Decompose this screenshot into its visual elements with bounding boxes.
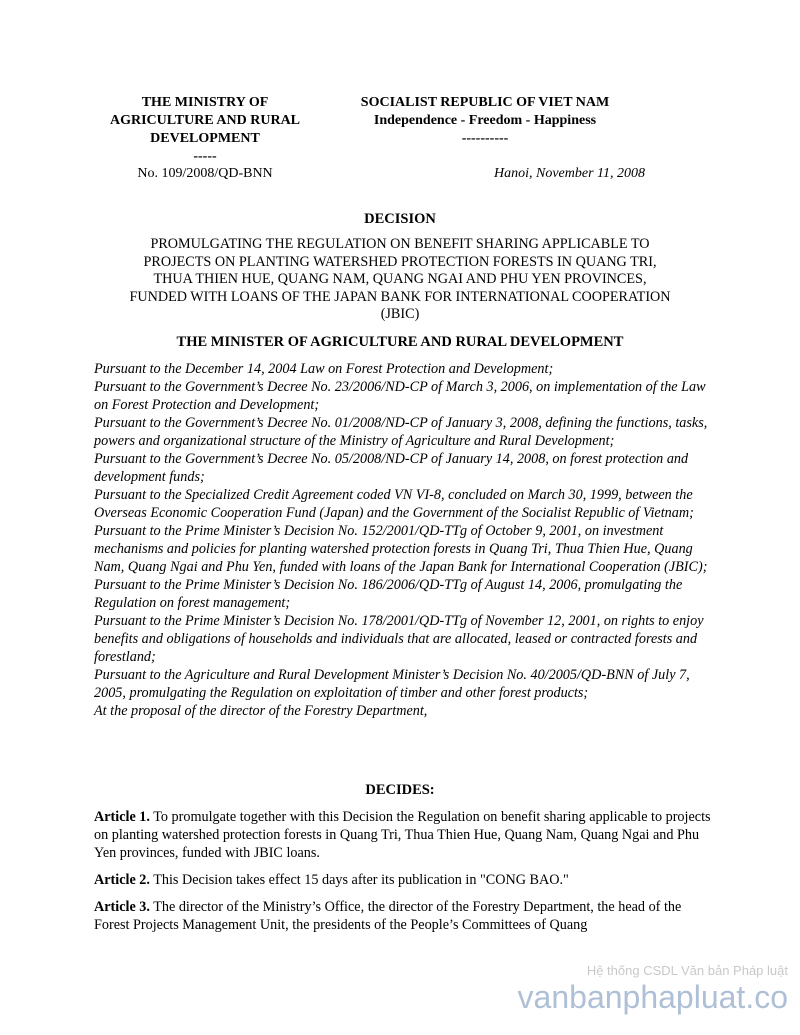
- document-number: No. 109/2008/QD-BNN: [137, 166, 273, 181]
- document-subtitle: [94, 236, 706, 324]
- article-3: [94, 898, 714, 934]
- subtitle-line: THUA THIEN HUE, QUANG NAM, QUANG NGAI AND PHU YEN PROVINCES,: [153, 271, 647, 288]
- issuer-heading: THE MINISTER OF AGRICULTURE AND RURAL DEVELOPMENT: [176, 334, 624, 350]
- pursuant-clause: Pursuant to the Specialized Credit Agreement coded VN VI-8, concluded on March 30, 1999, between the Overseas Economic Cooperation Fund (Japan) and the Government of the Socialist Republic of Vietnam;: [94, 487, 694, 521]
- decides-heading: DECIDES:: [365, 782, 435, 798]
- motto-line: SOCIALIST REPUBLIC OF VIET NAM: [360, 95, 610, 110]
- motto-line: Independence - Freedom - Happiness: [373, 113, 597, 128]
- subtitle-line: PROJECTS ON PLANTING WATERSHED PROTECTION FORESTS IN QUANG TRI,: [143, 253, 657, 270]
- authority-line: THE MINISTRY OF: [141, 95, 269, 110]
- article-text: This Decision takes effect 15 days after its publication in "CONG BAO.": [149, 872, 569, 888]
- pursuant-clause: Pursuant to the Agriculture and Rural Development Minister’s Decision No. 40/2005/QD-BNN of July 7, 2005, promulgating the Regulation on exploitation of timber and other forest products;: [94, 667, 690, 701]
- authority-divider: -----: [193, 149, 217, 164]
- subtitle-line: (JBIC): [380, 306, 420, 323]
- authority-line: DEVELOPMENT: [150, 131, 260, 146]
- legal-basis: [94, 360, 714, 720]
- article-text: To promulgate together with this Decision the Regulation on benefit sharing applicable to projects on planting watershed protection forests in Quang Tri, Thua Thien Hue, Quang Nam, Quang Ngai and Phu Yen provinces, funded with JBIC loans.: [94, 809, 711, 861]
- article-1: [94, 808, 714, 862]
- article-label: Article 1.: [94, 809, 150, 825]
- site-watermark: [518, 963, 788, 1014]
- article-text: The director of the Ministry’s Office, the director of the Forestry Department, the head of the Forest Projects Management Unit, the presidents of the People’s Committees of Quang: [94, 899, 682, 933]
- article-label: Article 2.: [94, 872, 150, 888]
- pursuant-clause: Pursuant to the December 14, 2004 Law on Forest Protection and Development;: [94, 361, 554, 377]
- watermark-domain: vanbanphapluat.co: [517, 979, 788, 1015]
- pursuant-clause: Pursuant to the Government’s Decree No. 23/2006/ND-CP of March 3, 2006, on implementation of the Law on Forest Protection and Development;: [94, 379, 706, 413]
- pursuant-clause: Pursuant to the Prime Minister’s Decision No. 186/2006/QD-TTg of August 14, 2006, promulgating the Regulation on forest management;: [94, 577, 683, 611]
- national-motto: [330, 94, 640, 148]
- articles-section: [94, 808, 714, 943]
- watermark-caption: Hệ thống CSDL Văn bản Pháp luật: [586, 963, 788, 978]
- document-header: [0, 94, 800, 194]
- pursuant-clause: At the proposal of the director of the Forestry Department,: [94, 703, 428, 719]
- subtitle-line: FUNDED WITH LOANS OF THE JAPAN BANK FOR INTERNATIONAL COOPERATION: [129, 288, 671, 305]
- document-title: DECISION: [364, 211, 436, 227]
- authority-line: AGRICULTURE AND RURAL: [109, 113, 301, 128]
- subtitle-line: PROMULGATING THE REGULATION ON BENEFIT SHARING APPLICABLE TO: [150, 236, 650, 252]
- pursuant-clause: Pursuant to the Government’s Decree No. 05/2008/ND-CP of January 14, 2008, on forest protection and development funds;: [94, 451, 689, 485]
- document-date: Hanoi, November 11, 2008: [494, 166, 645, 181]
- pursuant-clause: Pursuant to the Prime Minister’s Decision No. 152/2001/QD-TTg of October 9, 2001, on investment mechanisms and policies for planting watershed protection forests in Quang Tri, Thua Thien Hue, Quang Nam, Quang Ngai and Phu Yen, funded with loans of the Japan Bank for International Cooperation (JBIC);: [94, 523, 708, 575]
- article-label: Article 3.: [94, 899, 150, 915]
- pursuant-clause: Pursuant to the Prime Minister’s Decision No. 178/2001/QD-TTg of November 12, 2001, on rights to enjoy benefits and obligations of households and individuals that are allocated, leased or contracted forests and forestland;: [94, 613, 704, 665]
- issuing-authority: [85, 94, 325, 166]
- pursuant-clause: Pursuant to the Government’s Decree No. 01/2008/ND-CP of January 3, 2008, defining the functions, tasks, powers and organizational structure of the Ministry of Agriculture and Rural Development;: [94, 415, 708, 449]
- article-2: [94, 871, 714, 889]
- motto-divider: ----------: [461, 131, 509, 146]
